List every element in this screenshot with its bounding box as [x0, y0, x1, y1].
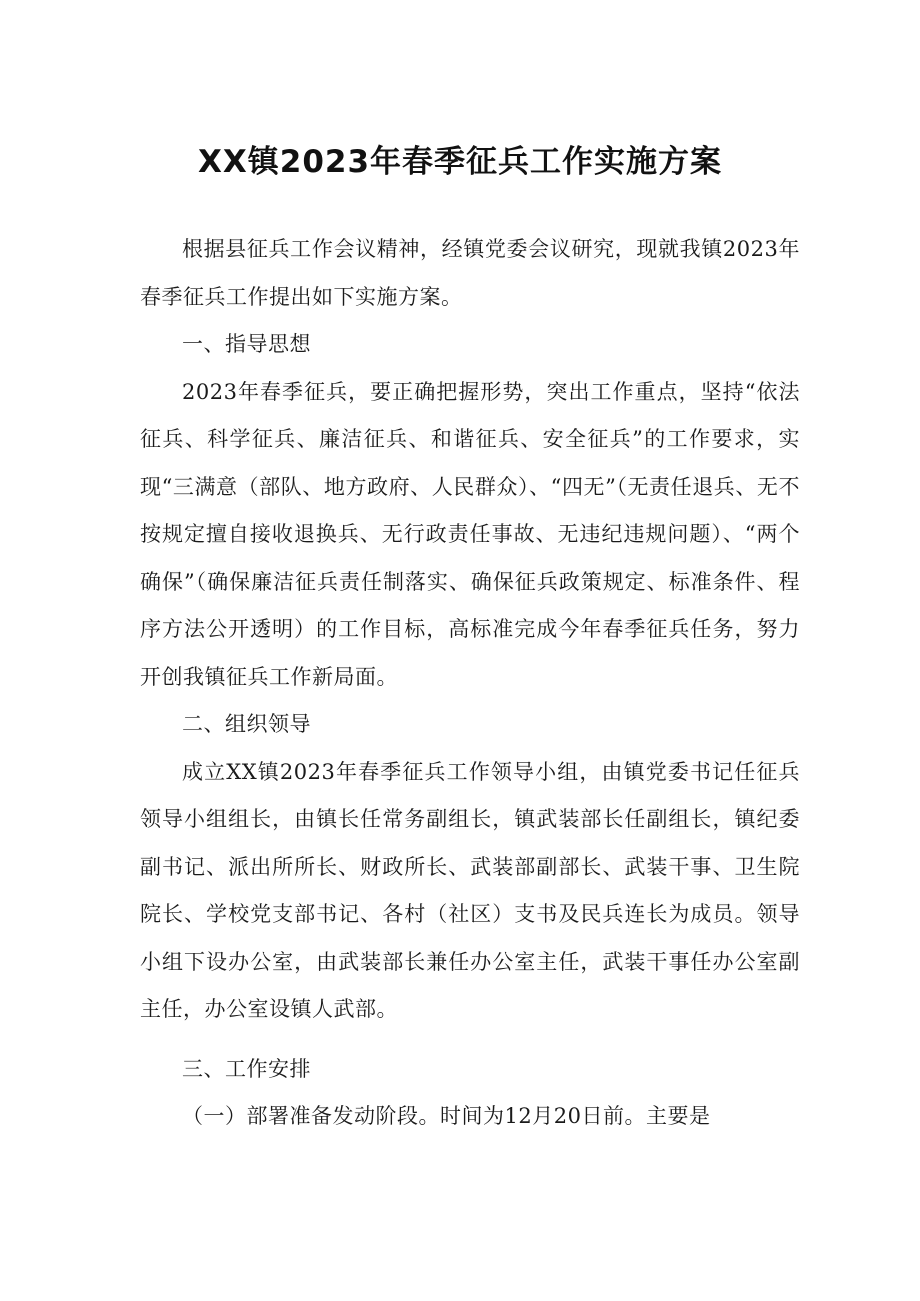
section-heading-organization: 二、组织领导 [182, 712, 311, 736]
work-arrangement-item-1: （一）部署准备发动阶段。时间为12月20日前。主要是 [182, 1104, 711, 1128]
document-body [140, 226, 800, 1141]
section-spacer [140, 1034, 800, 1046]
intro-paragraph: 根据县征兵工作会议精神，经镇党委会议研究，现就我镇2023年春季征兵工作提出如下实施方案。 [140, 237, 800, 309]
guiding-ideology-paragraph: 2023年春季征兵，要正确把握形势，突出工作重点，坚持“依法征兵、科学征兵、廉洁征兵、和谐征兵、安全征兵”的工作要求，实现“三满意（部队、地方政府、人民群众）、“四无”（无责任退兵、无不按规定擅自接收退换兵、无行政责任事故、无违纪违规问题）、“两个确保”（确保廉洁征兵责任制落实、确保征兵政策规定、标准条件、程序方法公开透明）的工作目标，高标准完成今年春季征兵任务，努力开创我镇征兵工作新局面。 [140, 379, 800, 689]
document-title: XX镇2023年春季征兵工作实施方案 [197, 144, 723, 180]
section-heading-work-arrangement: 三、工作安排 [182, 1056, 311, 1081]
section-heading-guiding-ideology: 一、指导思想 [182, 332, 311, 356]
organization-paragraph: 成立XX镇2023年春季征兵工作领导小组，由镇党委书记任征兵领导小组组长，由镇长任常务副组长，镇武装部长任副组长，镇纪委副书记、派出所所长、财政所长、武装部副部长、武装干事、卫生院院长、学校党支部书记、各村（社区）支书及民兵连长为成员。领导小组下设办公室，由武装部长兼任办公室主任，武装干事任办公室副主任，办公室设镇人武部。 [140, 759, 800, 1021]
